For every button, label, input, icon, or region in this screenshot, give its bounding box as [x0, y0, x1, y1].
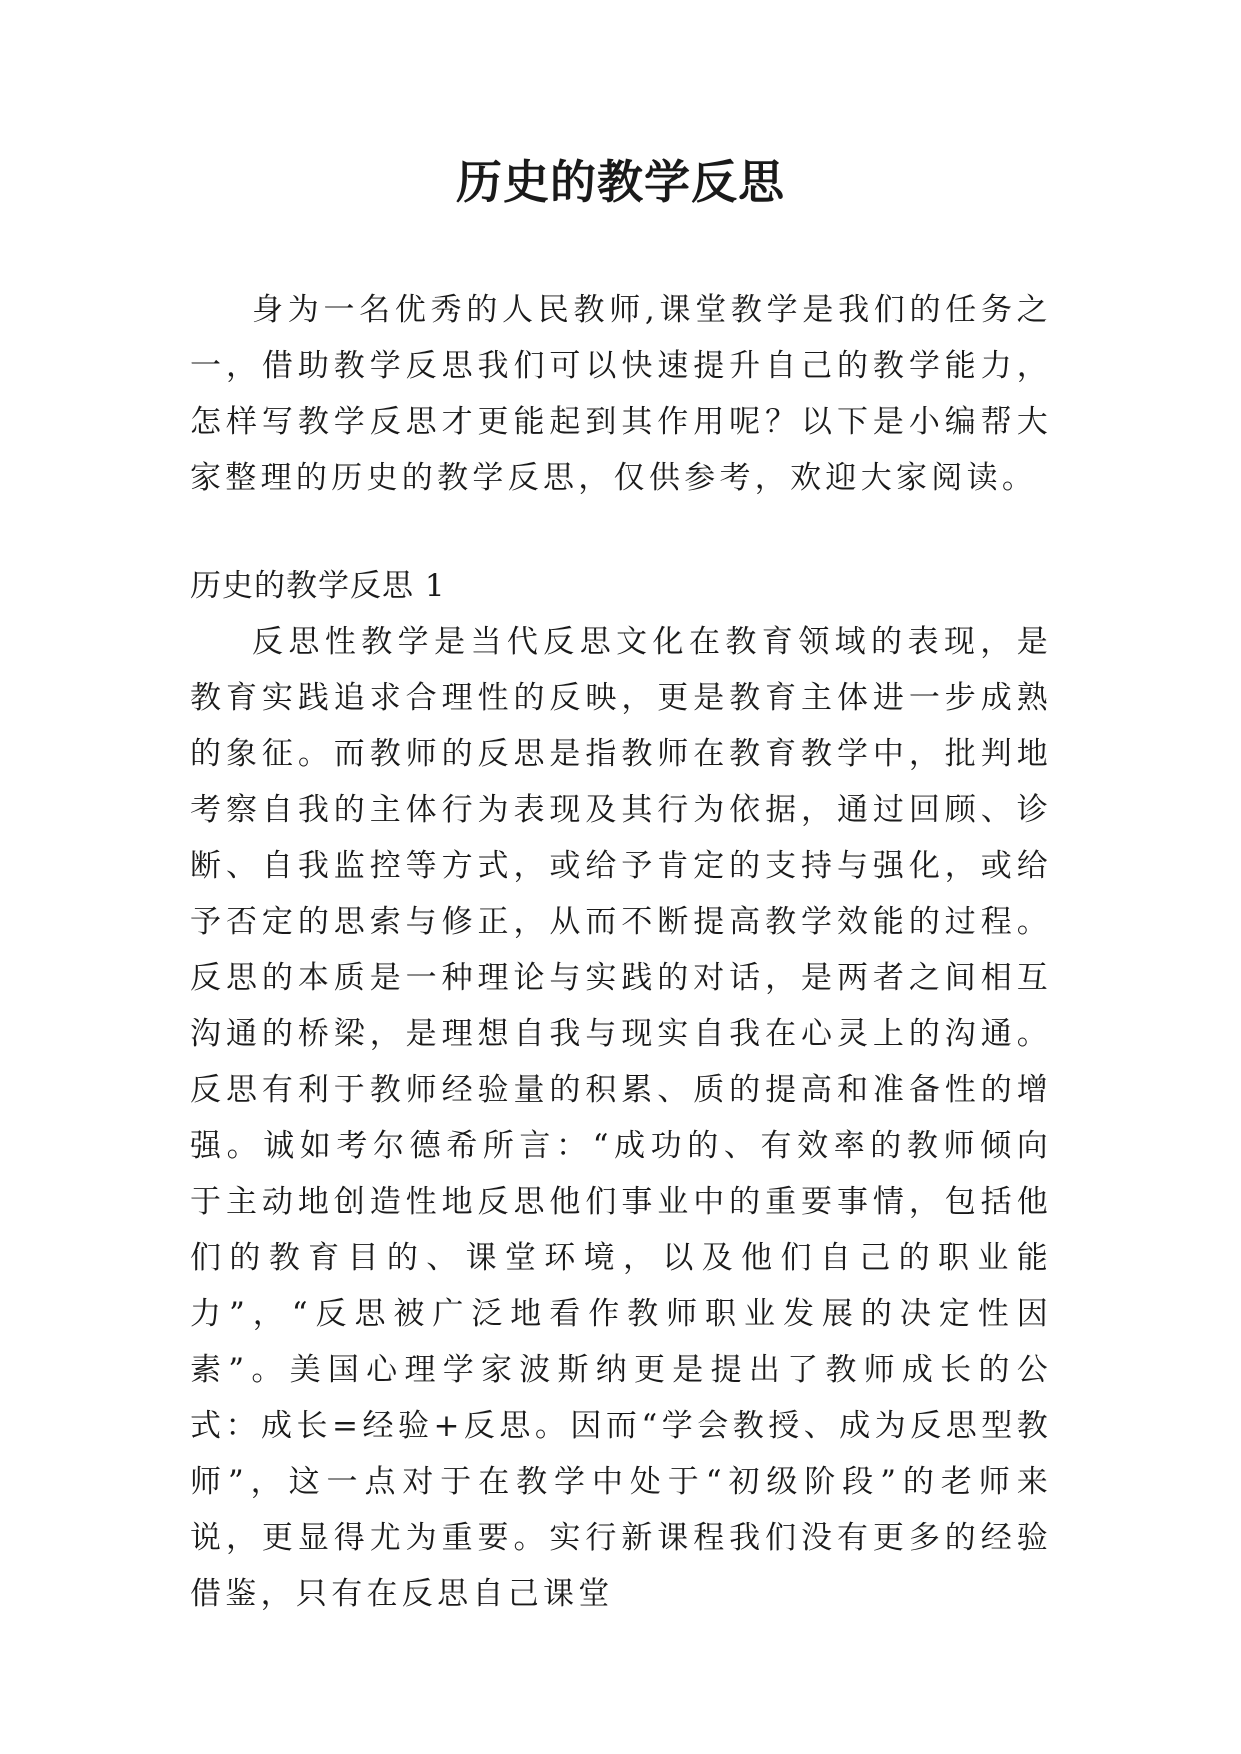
document-title: 历史的教学反思: [456, 155, 785, 209]
section-heading: 历史的教学反思 1: [190, 568, 446, 604]
document-body: [190, 282, 1052, 1622]
intro-paragraph: 身为一名优秀的人民教师,课堂教学是我们的任务之一，借助教学反思我们可以快速提升自己的教学能力，怎样写教学反思才更能起到其作用呢？以下是小编帮大家整理的历史的教学反思，仅供参考，欢迎大家阅读。: [190, 292, 1052, 496]
section-paragraph: 反思性教学是当代反思文化在教育领域的表现，是教育实践追求合理性的反映，更是教育主体进一步成熟的象征。而教师的反思是指教师在教育教学中，批判地考察自我的主体行为表现及其行为依据，通过回顾、诊断、自我监控等方式，或给予肯定的支持与强化，或给予否定的思索与修正，从而不断提高教学效能的过程。反思的本质是一种理论与实践的对话，是两者之间相互沟通的桥梁，是理想自我与现实自我在心灵上的沟通。反思有利于教师经验量的积累、质的提高和准备性的增强。诚如考尔德希所言：“成功的、有效率的教师倾向于主动地创造性地反思他们事业中的重要事情，包括他们的教育目的、课堂环境，以及他们自己的职业能力”，“反思被广泛地看作教师职业发展的决定性因素”。美国心理学家波斯纳更是提出了教师成长的公式：成长=经验+反思。因而“学会教授、成为反思型教师”，这一点对于在教学中处于“初级阶段”的老师来说，更显得尤为重要。实行新课程我们没有更多的经验借鉴，只有在反思自己课堂: [190, 624, 1052, 1612]
